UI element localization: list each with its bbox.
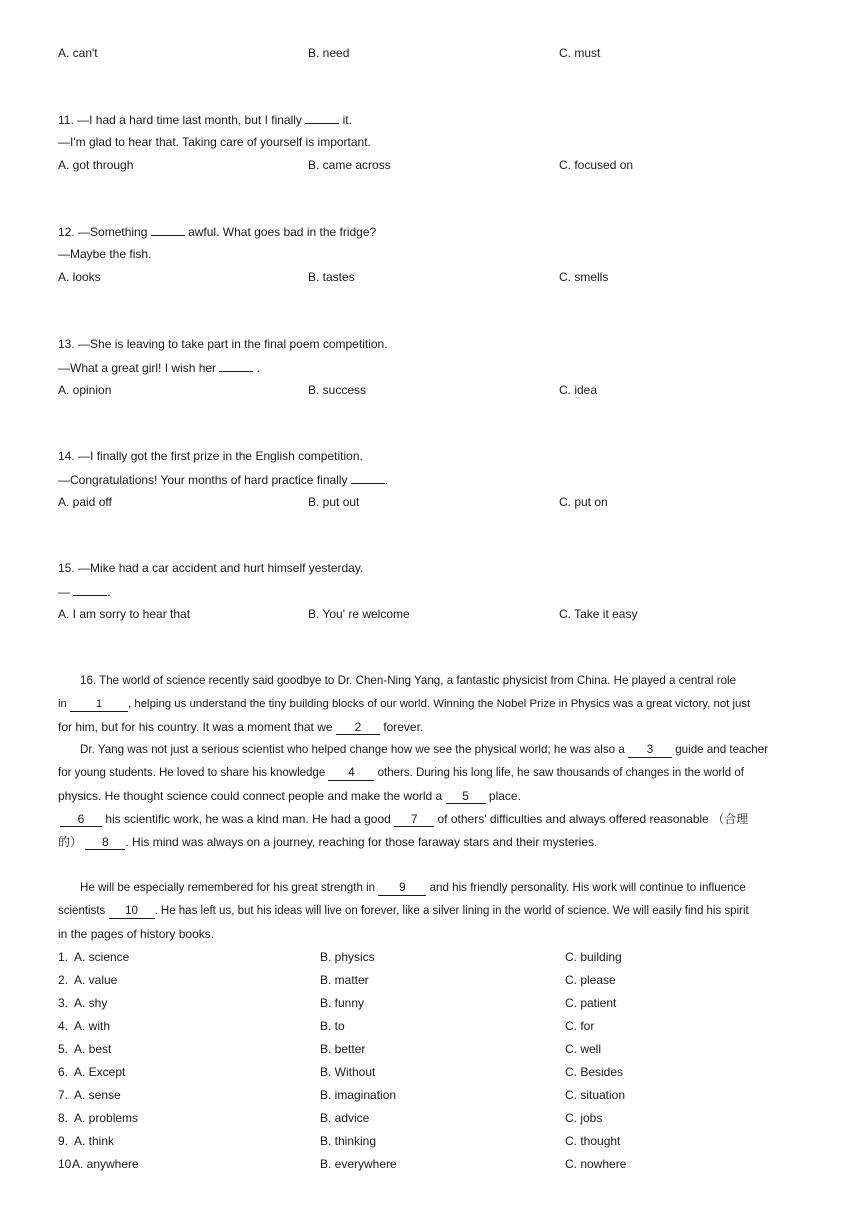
choice-option-c: C. jobs xyxy=(565,1111,603,1125)
blank-5: 5 xyxy=(446,789,486,804)
q14-option-a: A. paid off xyxy=(58,495,112,509)
q15-option-c: C. Take it easy xyxy=(559,607,638,621)
answer-blank xyxy=(219,359,253,372)
choice-option-c: C. nowhere xyxy=(565,1157,627,1171)
choice-option-a: A. sense xyxy=(74,1088,121,1102)
choice-option-b: B. imagination xyxy=(320,1088,397,1102)
choice-option-b: B. better xyxy=(320,1042,366,1056)
choice-number: 10. xyxy=(58,1157,75,1171)
choice-option-a: A. problems xyxy=(74,1111,139,1125)
answer-blank xyxy=(351,471,385,484)
passage-p1-l3: for him, but for his country. It was a moment that we 2 forever. xyxy=(58,720,424,734)
blank-7: 7 xyxy=(394,812,434,827)
q14-option-c: C. put on xyxy=(559,495,608,509)
q15-option-a: A. I am sorry to hear that xyxy=(58,607,191,621)
choice-option-a: A. best xyxy=(74,1042,112,1056)
blank-4: 4 xyxy=(328,766,374,781)
q13-option-b: B. success xyxy=(308,383,367,397)
choice-option-a: A. anywhere xyxy=(72,1157,139,1171)
choice-option-a: A. value xyxy=(74,973,118,987)
choice-number: 9. xyxy=(58,1134,69,1148)
q12-option-a: A. looks xyxy=(58,270,101,284)
q10-option-c: C. must xyxy=(559,46,601,60)
answer-blank xyxy=(305,111,339,124)
q13-line-b: —What a great girl! I wish her . xyxy=(58,361,261,375)
passage-p4-l3: in the pages of history books. xyxy=(58,927,215,941)
q14-option-b: B. put out xyxy=(308,495,360,509)
choice-number: 4. xyxy=(58,1019,69,1033)
q11-option-a: A. got through xyxy=(58,158,134,172)
q15-line-b: — . xyxy=(58,585,111,599)
choice-option-a: A. with xyxy=(74,1019,111,1033)
q10-option-a: A. can't xyxy=(58,46,98,60)
choice-option-b: B. Without xyxy=(320,1065,376,1079)
blank-6: 6 xyxy=(60,812,102,827)
choice-number: 2. xyxy=(58,973,69,987)
passage-p4-l1: He will be especially remembered for his great strength in 9 and his friendly personality. His work will continue to influence xyxy=(80,881,746,894)
q14-line-a: 14. —I finally got the first prize in the English competition. xyxy=(58,449,363,463)
passage-p1-l2: in 1 , helping us understand the tiny building blocks of our world. Winning the Nobel Prize in Physics was a great victory, not just xyxy=(58,698,751,710)
q14-line-b: —Congratulations! Your months of hard practice finally . xyxy=(58,473,389,487)
choice-number: 1. xyxy=(58,950,69,964)
passage-p2-l3: physics. He thought science could connect people and make the world a 5 place. xyxy=(58,789,521,803)
q15-line-a: 15. —Mike had a car accident and hurt himself yesterday. xyxy=(58,561,364,575)
passage-p3-l1: 6 his scientific work, he was a kind man. He had a good 7 of others' difficulties and always offered reasonable （合理 xyxy=(60,811,812,827)
q11-option-c: C. focused on xyxy=(559,158,634,172)
choice-option-b: B. physics xyxy=(320,950,375,964)
choice-option-a: A. science xyxy=(74,950,130,964)
choice-option-c: C. Besides xyxy=(565,1065,624,1079)
q15-option-b: B. You' re welcome xyxy=(308,607,410,621)
blank-8: 8 xyxy=(85,835,125,850)
blank-2: 2 xyxy=(336,720,380,735)
choice-option-c: C. building xyxy=(565,950,622,964)
choice-number: 8. xyxy=(58,1111,69,1125)
choice-number: 3. xyxy=(58,996,69,1010)
q11-line-b: —I'm glad to hear that. Taking care of yourself is important. xyxy=(58,135,371,149)
choice-option-a: A. shy xyxy=(74,996,108,1010)
choice-option-b: B. thinking xyxy=(320,1134,377,1148)
answer-blank xyxy=(73,583,107,596)
choice-option-c: C. for xyxy=(565,1019,595,1033)
choice-number: 5. xyxy=(58,1042,69,1056)
choice-option-c: C. thought xyxy=(565,1134,621,1148)
q13-option-a: A. opinion xyxy=(58,383,112,397)
choice-option-b: B. everywhere xyxy=(320,1157,397,1171)
choice-option-b: B. advice xyxy=(320,1111,370,1125)
passage-p3-l2: 的） 8 . His mind was always on a journey, reaching for those faraway stars and their mysteries. xyxy=(58,835,598,849)
q13-option-c: C. idea xyxy=(559,383,598,397)
choice-option-c: C. situation xyxy=(565,1088,626,1102)
blank-1: 1 xyxy=(70,697,128,712)
choice-option-c: C. well xyxy=(565,1042,602,1056)
passage-p4-l2: scientists 10 . He has left us, but his ideas will live on forever, like a silver lining in the world of science. We will easily find his spirit xyxy=(58,905,749,917)
q12-option-c: C. smells xyxy=(559,270,609,284)
q10-option-b: B. need xyxy=(308,46,350,60)
choice-option-a: A. Except xyxy=(74,1065,126,1079)
q11-line-a: 11. —I had a hard time last month, but I finally it. xyxy=(58,113,352,127)
choice-option-b: B. funny xyxy=(320,996,365,1010)
q12-line-a: 12. —Something awful. What goes bad in the fridge? xyxy=(58,225,377,239)
choice-number: 7. xyxy=(58,1088,69,1102)
choice-option-b: B. to xyxy=(320,1019,345,1033)
choice-option-c: C. please xyxy=(565,973,616,987)
blank-9: 9 xyxy=(378,881,426,896)
blank-3: 3 xyxy=(628,743,672,758)
q12-option-b: B. tastes xyxy=(308,270,355,284)
choice-option-a: A. think xyxy=(74,1134,115,1148)
choice-number: 6. xyxy=(58,1065,69,1079)
passage-p2-l1: Dr. Yang was not just a serious scientist who helped change how we see the physical world; he was also a 3 guide and teacher xyxy=(80,743,769,756)
q13-line-a: 13. —She is leaving to take part in the final poem competition. xyxy=(58,337,388,351)
q12-line-b: —Maybe the fish. xyxy=(58,247,152,261)
passage-p2-l2: for young students. He loved to share his knowledge 4 others. During his long life, he saw thousands of changes in the world of xyxy=(58,767,744,779)
passage-p1-l1: 16. The world of science recently said goodbye to Dr. Chen-Ning Yang, a fantastic physicist from China. He played a central role xyxy=(80,674,737,687)
answer-blank xyxy=(151,223,185,236)
choice-option-b: B. matter xyxy=(320,973,369,987)
blank-10: 10 xyxy=(109,904,155,919)
choice-option-c: C. patient xyxy=(565,996,617,1010)
q11-option-b: B. came across xyxy=(308,158,391,172)
